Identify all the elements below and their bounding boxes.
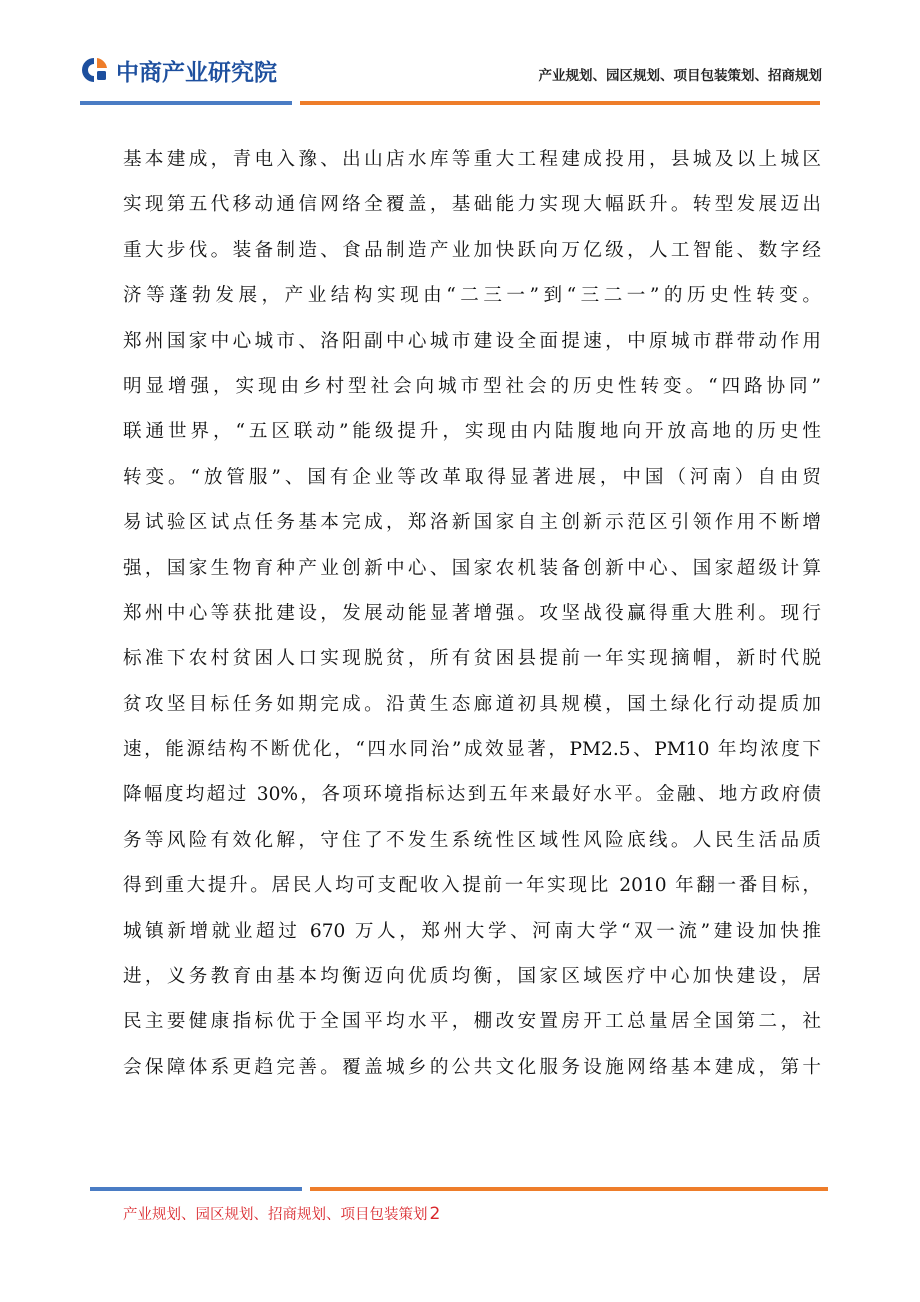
footer-divider-blue	[90, 1187, 302, 1191]
text-line: 郑州国家中心城市、洛阳副中心城市建设全面提速，中原城市群带动作用	[123, 330, 821, 352]
text-line: 济等蓬勃发展，产业结构实现由“二三一”到“三二一”的历史性转变。	[123, 285, 821, 307]
body-paragraph	[123, 137, 821, 1090]
text-line: 基本建成，青电入豫、出山店水库等重大工程建成投用，县城及以上城区	[123, 149, 821, 170]
page-number: 2	[429, 1204, 441, 1224]
text-line: 民主要健康指标优于全国平均水平，棚改安置房开工总量居全国第二，社	[123, 1011, 821, 1033]
text-line: 郑州中心等获批建设，发展动能显著增强。攻坚战役赢得重大胜利。现行	[123, 602, 821, 624]
text-line: 联通世界，“五区联动”能级提升，实现由内陆腹地向开放高地的历史性	[123, 421, 821, 443]
logo-text: 中商产业研究院	[116, 59, 277, 86]
header-tagline: 产业规划、园区规划、项目包装策划、招商规划	[538, 68, 822, 84]
header-divider-blue	[80, 101, 292, 105]
header-divider-orange	[300, 101, 820, 105]
text-line: 标准下农村贫困人口实现脱贫，所有贫困县提前一年实现摘帽，新时代脱	[123, 648, 821, 670]
text-line: 贫攻坚目标任务如期完成。沿黄生态廊道初具规模，国土绿化行动提质加	[123, 693, 821, 715]
text-line: 易试验区试点任务基本完成，郑洛新国家自主创新示范区引领作用不断增	[123, 512, 821, 534]
footer-divider-orange	[310, 1187, 828, 1191]
text-line: 务等风险有效化解，守住了不发生系统性区域性风险底线。人民生活品质	[123, 829, 821, 851]
text-line: 城镇新增就业超过 670 万人，郑州大学、河南大学“双一流”建设加快推	[123, 920, 821, 942]
footer	[123, 1203, 440, 1224]
text-line: 强，国家生物育种产业创新中心、国家农机装备创新中心、国家超级计算	[123, 557, 821, 579]
text-line: 进，义务教育由基本均衡迈向优质均衡，国家区域医疗中心加快建设，居	[123, 966, 821, 988]
logo-mark-icon	[80, 55, 110, 85]
footer-tagline: 产业规划、园区规划、招商规划、项目包装策划	[123, 1207, 428, 1223]
text-line: 明显增强，实现由乡村型社会向城市型社会的历史性转变。“四路协同”	[123, 375, 821, 397]
text-line: 重大步伐。装备制造、食品制造产业加快跃向万亿级，人工智能、数字经	[123, 239, 821, 261]
text-line: 转变。“放管服”、国有企业等改革取得显著进展，中国（河南）自由贸	[123, 466, 821, 488]
text-line: 实现第五代移动通信网络全覆盖，基础能力实现大幅跃升。转型发展迈出	[123, 194, 821, 216]
text-line: 会保障体系更趋完善。覆盖城乡的公共文化服务设施网络基本建成，第十	[123, 1056, 821, 1078]
text-line: 降幅度均超过 30%，各项环境指标达到五年来最好水平。金融、地方政府债	[123, 784, 821, 806]
text-line: 速，能源结构不断优化，“四水同治”成效显著，PM2.5、PM10 年均浓度下	[123, 739, 821, 761]
text-line: 得到重大提升。居民人均可支配收入提前一年实现比 2010 年翻一番目标，	[123, 875, 821, 897]
company-logo	[80, 52, 277, 88]
